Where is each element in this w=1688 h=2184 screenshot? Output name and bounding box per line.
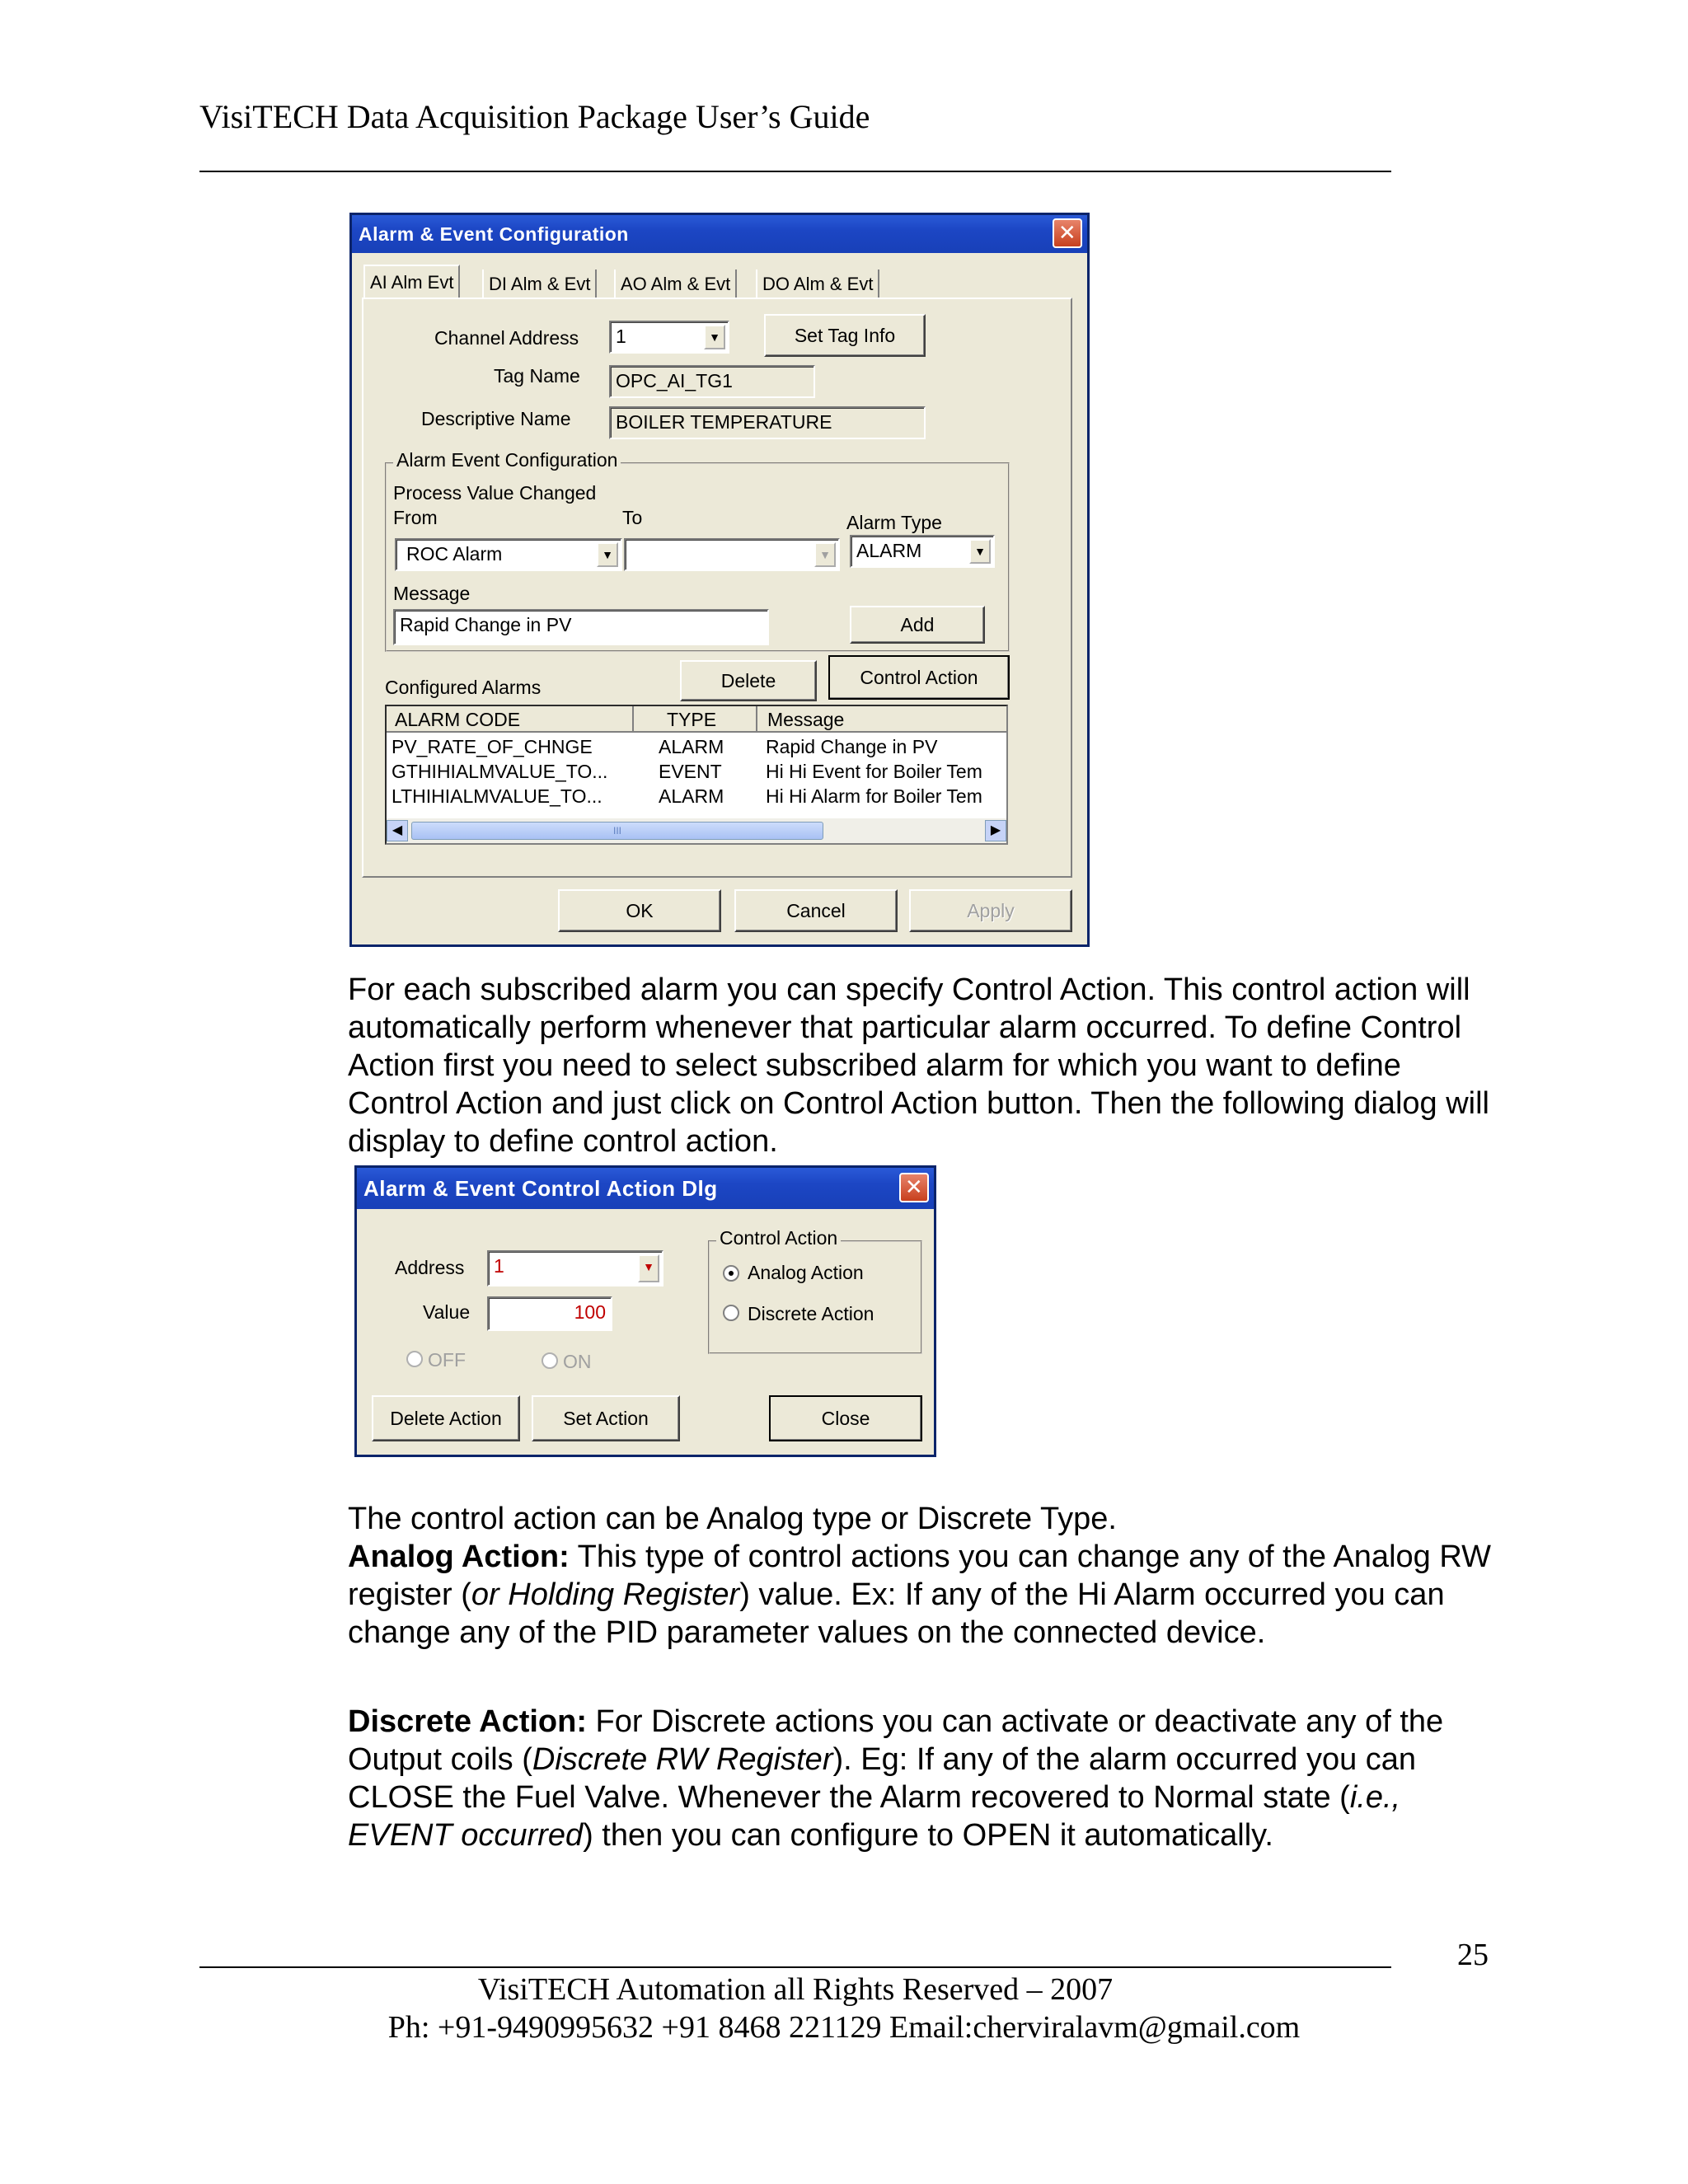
to-select[interactable] xyxy=(624,538,840,571)
on-label: ON xyxy=(563,1351,592,1372)
descriptive-name-label: Descriptive Name xyxy=(421,408,571,429)
chevron-down-icon[interactable]: ▼ xyxy=(814,542,836,567)
column-header-alarm-code[interactable]: ALARM CODE xyxy=(387,706,634,733)
on-radio[interactable] xyxy=(542,1352,558,1369)
type-cell: EVENT xyxy=(659,761,722,782)
message-cell: Hi Hi Event for Boiler Tem xyxy=(766,761,982,782)
chevron-left-icon[interactable]: ◀ xyxy=(387,820,408,841)
chevron-right-icon[interactable]: ▶ xyxy=(985,820,1006,841)
close-icon[interactable]: ✕ xyxy=(1053,218,1082,248)
table-row[interactable] xyxy=(387,784,1008,808)
column-header-message[interactable]: Message xyxy=(757,706,1008,733)
analog-action-radio[interactable] xyxy=(723,1265,739,1282)
alarm-code-cell: LTHIHIALMVALUE_TO... xyxy=(392,785,603,807)
group-label: Alarm Event Configuration xyxy=(393,449,621,471)
address-select[interactable]: 1 ▼ xyxy=(487,1250,663,1286)
control-action-group xyxy=(708,1240,922,1354)
tab-di-alm-evt[interactable]: DI Alm & Evt xyxy=(482,269,597,299)
header-rule xyxy=(199,171,1391,172)
paragraph-analog-action: Analog Action: This type of control actions you can change any of the Analog RW register (or Holding Register) value. Ex: If any of the Hi Alarm occurred you can change any of the PID parameter values on the connected device. xyxy=(348,1540,1491,1650)
type-cell: ALARM xyxy=(659,785,724,807)
alarm-event-config-dialog xyxy=(349,213,1090,947)
address-label: Address xyxy=(395,1257,465,1278)
cancel-button[interactable]: Cancel xyxy=(734,889,898,932)
tag-name-label: Tag Name xyxy=(494,365,580,387)
scrollbar-thumb[interactable]: III xyxy=(411,822,823,840)
channel-address-select[interactable]: 1 ▼ xyxy=(609,321,729,354)
off-label: OFF xyxy=(428,1349,466,1371)
type-cell: ALARM xyxy=(659,736,724,757)
message-input[interactable]: Rapid Change in PV xyxy=(393,609,769,645)
dialog-titlebar[interactable] xyxy=(352,215,1087,253)
horizontal-scrollbar[interactable] xyxy=(387,818,1006,843)
footer-copyright: VisiTECH Automation all Rights Reserved – 2007 xyxy=(477,1972,1114,2007)
analog-action-heading: Analog Action: xyxy=(348,1540,570,1574)
discrete-action-heading: Discrete Action: xyxy=(348,1704,587,1739)
page-number: 25 xyxy=(1457,1938,1489,1972)
alarm-type-select[interactable]: ALARM ▼ xyxy=(850,535,995,568)
configured-alarms-label: Configured Alarms xyxy=(385,677,542,698)
control-action-dialog xyxy=(354,1165,936,1457)
paragraph-control-action-types: The control action can be Analog type or Discrete Type. xyxy=(348,1502,1117,1536)
control-action-group-label: Control Action xyxy=(716,1227,841,1249)
alarm-code-cell: PV_RATE_OF_CHNGE xyxy=(392,736,593,757)
apply-button[interactable]: Apply xyxy=(909,889,1072,932)
tab-ao-alm-evt[interactable]: AO Alm & Evt xyxy=(614,269,737,299)
chevron-down-icon[interactable]: ▼ xyxy=(638,1254,659,1282)
configured-alarms-list[interactable] xyxy=(385,705,1008,845)
chevron-down-icon[interactable]: ▼ xyxy=(704,325,725,349)
table-row[interactable] xyxy=(387,759,1008,784)
footer-contact: Ph: +91-9490995632 +91 8468 221129 Email:cherviralavm@gmail.com xyxy=(387,2010,1301,2045)
chevron-down-icon[interactable]: ▼ xyxy=(969,539,991,564)
message-cell: Rapid Change in PV xyxy=(766,736,938,757)
column-header-type[interactable]: TYPE xyxy=(634,706,757,733)
set-tag-info-button[interactable]: Set Tag Info xyxy=(764,314,926,357)
footer-rule xyxy=(199,1966,1391,1968)
from-select[interactable]: ROC Alarm ▼ xyxy=(395,538,622,571)
descriptive-name-field[interactable]: BOILER TEMPERATURE xyxy=(609,406,926,439)
to-label: To xyxy=(622,507,643,528)
alarm-type-label: Alarm Type xyxy=(846,512,942,533)
paragraph-control-action-intro: For each subscribed alarm you can specify Control Action. This control action will automatically perform whenever that particular alarm occurred. To define Control Action first you need to select subscribed alarm for which you want to define Control Action and just click on Control Action button. Then the following dialog will display to define control action. xyxy=(348,972,1489,1159)
tab-ai-alm-evt[interactable]: AI Alm Evt xyxy=(363,265,460,299)
control-action-button[interactable]: Control Action xyxy=(828,655,1010,700)
table-row[interactable] xyxy=(387,734,1008,759)
process-value-changed-label: Process Value Changed xyxy=(393,482,597,504)
paragraph-discrete-action: Discrete Action: For Discrete actions you can activate or deactivate any of the Output coils (Discrete RW Register). Eg: If any of the alarm occurred you can CLOSE the Fuel Valve. Whenever the Alarm recovered to Normal state (i.e., EVENT occurred) then you can configure to OPEN it automatically. xyxy=(348,1704,1444,1853)
from-label: From xyxy=(393,507,438,528)
message-cell: Hi Hi Alarm for Boiler Tem xyxy=(766,785,982,807)
delete-button[interactable]: Delete xyxy=(680,660,817,701)
tag-name-field[interactable]: OPC_AI_TG1 xyxy=(609,365,815,398)
add-button[interactable]: Add xyxy=(850,606,985,644)
channel-address-label: Channel Address xyxy=(434,327,579,349)
chevron-down-icon[interactable]: ▼ xyxy=(597,542,618,567)
message-label: Message xyxy=(393,583,471,604)
page-header: VisiTECH Data Acquisition Package User’s Guide xyxy=(199,98,870,135)
close-button[interactable]: Close xyxy=(769,1395,922,1441)
analog-action-label: Analog Action xyxy=(748,1262,864,1283)
discrete-action-label: Discrete Action xyxy=(748,1303,874,1324)
set-action-button[interactable]: Set Action xyxy=(532,1395,680,1441)
dialog-title: Alarm & Event Control Action Dlg xyxy=(363,1176,718,1201)
dialog-title: Alarm & Event Configuration xyxy=(359,223,629,245)
value-label: Value xyxy=(423,1301,471,1323)
off-radio[interactable] xyxy=(406,1351,423,1367)
close-icon[interactable]: ✕ xyxy=(899,1173,929,1202)
ok-button[interactable]: OK xyxy=(558,889,721,932)
tab-do-alm-evt[interactable]: DO Alm & Evt xyxy=(756,269,879,299)
alarm-code-cell: GTHIHIALMVALUE_TO... xyxy=(392,761,608,782)
dialog-titlebar[interactable] xyxy=(357,1168,934,1209)
delete-action-button[interactable]: Delete Action xyxy=(372,1395,520,1441)
discrete-action-radio[interactable] xyxy=(723,1305,739,1321)
value-input[interactable]: 100 xyxy=(487,1296,612,1331)
